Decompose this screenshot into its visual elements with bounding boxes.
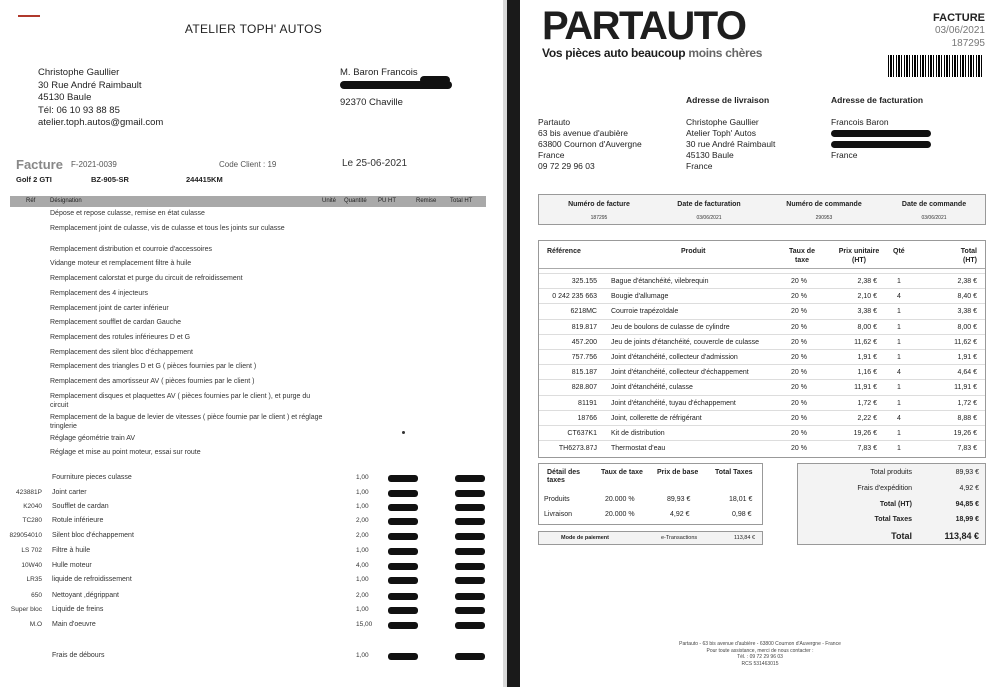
items-table-header (10, 196, 486, 207)
sender-phone: Tél: 06 10 93 88 85 (38, 104, 120, 116)
line-unit-price: 1,72 € (857, 399, 877, 407)
line-item-row (539, 395, 985, 411)
redaction (455, 622, 485, 629)
payment-amount: 113,84 € (734, 535, 756, 541)
grand-total-row: Total 113,84 € (891, 531, 979, 541)
col-unite: Unité (322, 198, 337, 204)
line-tax: 20 % (791, 445, 807, 453)
redaction (388, 504, 418, 511)
line-unit-price: 19,26 € (853, 430, 877, 437)
barcode (888, 55, 984, 77)
line-items-table (538, 240, 986, 458)
part-ref: LR35 (26, 576, 42, 583)
service-item: Remplacement des amortisseur AV ( pièces fournies par le client ) (50, 378, 255, 385)
part-qty: 2,00 (356, 532, 369, 539)
redaction (388, 593, 418, 600)
part-qty: 1,00 (356, 503, 369, 510)
sender-email: atelier.toph.autos@gmail.com (38, 117, 164, 128)
vat-row-rate: 20.000 % (605, 496, 635, 503)
line-item-row (539, 288, 985, 304)
invoice-date: 03/06/2021 (934, 25, 985, 36)
redaction (455, 577, 485, 584)
line-unit-price: 3,38 € (857, 308, 877, 316)
line-ref: 81191 (578, 399, 597, 407)
part-name: Silent bloc d'échappement (52, 532, 134, 539)
line-total: 8,00 € (957, 323, 977, 331)
line-tax: 20 % (791, 430, 807, 437)
line-qty: 1 (897, 338, 901, 346)
line-ref: 757.756 (571, 354, 597, 361)
line-unit-price: 11,62 € (854, 338, 877, 346)
vat-header-detail: Détail des taxes (547, 469, 581, 484)
red-mark (18, 15, 40, 17)
part-qty: 1,00 (356, 474, 369, 481)
line-tax: 20 % (791, 323, 807, 331)
col-ref: Réf (26, 198, 36, 204)
vat-row-total: 18,01 € (729, 496, 753, 503)
col-qty: Qté (893, 248, 905, 255)
line-item-row (539, 303, 985, 319)
billing-heading: Adresse de facturation (831, 95, 924, 105)
part-qty: 15,00 (356, 621, 373, 628)
shop-title: ATELIER TOPH' AUTOS (184, 22, 323, 36)
service-item: Remplacement de la bague de levier de vitesses ( pièce fournie par le client ) et réglage tringlerie (50, 413, 323, 430)
line-qty: 4 (897, 293, 901, 301)
line-product: Jeu de joints d'étanchéité, couvercle de culasse (611, 338, 760, 346)
line-qty: 1 (897, 323, 901, 331)
part-name: Fourniture pieces culasse (52, 474, 132, 481)
sender-street: 30 Rue André Raimbault (38, 79, 142, 91)
line-product: Kit de distribution (611, 430, 665, 437)
part-ref: 829054010 (9, 532, 42, 539)
billing-address (831, 117, 931, 161)
line-tax: 20 % (791, 414, 807, 422)
redaction (455, 653, 485, 660)
col-total: Total (HT) (960, 248, 977, 264)
line-item-row (539, 379, 985, 395)
line-total: 11,91 € (954, 384, 977, 392)
line-product: Jeu de boulons de culasse de cylindre (611, 323, 730, 331)
service-item: Remplacement distribution et courroie d'accessoires (50, 245, 213, 253)
partauto-invoice-page (520, 0, 1000, 687)
line-item-row (539, 410, 985, 426)
billing-country: France (831, 150, 858, 160)
line-total: 11,62 € (954, 338, 977, 346)
redaction (388, 490, 418, 497)
vat-row-base: 89,93 € (667, 496, 691, 503)
billing-street-redacted (831, 128, 931, 139)
sender-name: Christophe Gaullier (38, 67, 120, 78)
part-name: Hulle moteur (52, 562, 92, 569)
delivery-name: Christophe Gaullier (686, 117, 759, 127)
invoice-number: F-2021-0039 (71, 160, 117, 169)
page-footer (520, 641, 1000, 667)
car-mileage: 244415KM (186, 175, 223, 184)
line-unit-price: 7,83 € (857, 445, 877, 453)
service-item: Remplacement soufflet de cardan Gauche (50, 319, 182, 327)
seller-address (538, 117, 642, 172)
line-ref: 457.200 (571, 338, 597, 346)
service-item: Remplacement joint de culasse, vis de culasse et tous les joints sur culasse (50, 224, 285, 232)
billing-city-redacted (831, 139, 931, 150)
line-total: 8,40 € (957, 293, 977, 301)
seller-name: Partauto (538, 117, 571, 127)
part-ref: M.O (29, 621, 42, 628)
service-item: Réglage géométrie train AV (50, 434, 136, 442)
part-name: Main d'oeuvre (52, 621, 96, 628)
service-item: Remplacement des rotules inférieures D et G (50, 333, 191, 341)
line-ref: 819.817 (571, 323, 597, 331)
redaction (455, 490, 485, 497)
part-ref: LS 702 (21, 547, 42, 554)
part-qty: 2,00 (356, 517, 369, 524)
line-product: Joint d'étanchéité, culasse (611, 384, 693, 392)
col-total-ht: Total HT (450, 198, 473, 204)
part-name: Nettoyant ,dégrippant (52, 592, 119, 599)
part-name: Joint carter (52, 489, 87, 496)
part-name: liquide de refroidissement (52, 576, 132, 583)
line-unit-price: 1,16 € (857, 369, 877, 377)
delivery-street: 30 rue André Raimbault (686, 139, 776, 149)
car-model: Golf 2 GTI (16, 175, 52, 184)
line-product: Joint d'étanchéité, collecteur d'échappement (611, 369, 749, 377)
vehicle-row (16, 175, 496, 187)
payment-method: e-Transactions (661, 535, 698, 541)
vat-row-rate: 20.000 % (605, 511, 635, 518)
line-qty: 1 (897, 384, 901, 392)
line-qty: 1 (897, 399, 901, 407)
recipient-name: M. Baron Francois (340, 67, 418, 78)
line-item-row (539, 425, 985, 441)
redaction (455, 563, 485, 570)
redaction (388, 518, 418, 525)
line-product: Joint d'étanchéité, tuyau d'échappement (611, 399, 736, 407)
seller-country: France (538, 150, 565, 160)
vat-header-base: Prix de base (657, 469, 699, 476)
part-ref: TC280 (22, 517, 42, 524)
invoice-date: Le 25-06-2021 (342, 158, 408, 169)
delivery-heading: Adresse de livraison (686, 95, 770, 105)
total-row: Total Taxes 18,99 € (874, 516, 979, 523)
redaction (455, 504, 485, 511)
service-item: Remplacement des 4 injecteurs (50, 289, 149, 297)
footer-line: RCS 531463015 (741, 660, 779, 667)
part-ref: 10W40 (21, 562, 42, 569)
info-header-order-number: Numéro de commande (786, 201, 862, 208)
line-product: Joint d'étanchéité, collecteur d'admission (611, 354, 738, 361)
line-ref: 18766 (577, 414, 597, 422)
redaction (388, 533, 418, 540)
col-pu-ht: PU HT (378, 198, 396, 204)
seller-street: 63 bis avenue d'aubière (538, 128, 628, 138)
line-tax: 20 % (791, 338, 807, 346)
line-qty: 4 (897, 369, 901, 377)
recipient-city: 92370 Chaville (340, 97, 403, 108)
footer-line: Pour toute assistance, merci de nous contacter : (706, 647, 814, 654)
redaction (455, 548, 485, 555)
line-total: 4,64 € (957, 369, 977, 377)
info-header-order-date: Date de commande (901, 201, 967, 208)
line-item-row (539, 319, 985, 335)
redaction (388, 475, 418, 482)
line-qty: 1 (897, 308, 901, 316)
total-row: Frais d'expédition 4,92 € (857, 485, 979, 492)
part-qty: 1,00 (356, 576, 369, 583)
line-ref: 0 242 235 663 (552, 293, 597, 301)
redaction (388, 607, 418, 614)
payment-box (538, 531, 763, 545)
page-edge (503, 0, 507, 687)
line-tax: 20 % (791, 384, 807, 392)
part-ref: Super bloc (10, 606, 42, 613)
redaction (455, 593, 485, 600)
part-qty: 2,00 (356, 592, 369, 599)
redaction (455, 533, 485, 540)
line-ref: 815.187 (571, 369, 597, 377)
line-product: Bougie d'allumage (611, 293, 669, 301)
sender-city: 45130 Baule (38, 92, 92, 103)
line-total: 1,91 € (957, 354, 977, 361)
seller-city: 63800 Cournon d'Auvergne (538, 139, 642, 149)
line-unit-price: 1,91 € (857, 354, 877, 361)
invoice-id: 187295 (951, 38, 985, 49)
line-total: 1,72 € (957, 399, 977, 407)
part-name: Frais de débours (52, 652, 105, 659)
line-qty: 1 (897, 278, 901, 285)
invoice-info-box (538, 194, 986, 225)
redaction (831, 141, 931, 148)
header-divider (539, 268, 985, 269)
part-name: Rotule inférieure (52, 517, 104, 524)
client-code: Code Client : 19 (219, 160, 277, 169)
redaction (388, 563, 418, 570)
col-reference: Référence (547, 248, 581, 255)
seller-phone: 09 72 29 96 03 (538, 161, 595, 171)
vat-header-rate: Taux de taxe (601, 469, 643, 476)
line-ref: 325.155 (571, 278, 597, 285)
info-invoice-date: 03/06/2021 (696, 215, 722, 221)
line-total: 3,38 € (957, 308, 977, 316)
total-row: Total produits 89,93 € (870, 469, 979, 476)
part-qty: 1,00 (356, 606, 369, 613)
part-qty: 4,00 (356, 562, 369, 569)
col-quantite: Quantité (344, 198, 367, 204)
line-total: 19,26 € (953, 430, 977, 437)
line-ref: TH6273.87J (558, 445, 597, 453)
part-name: Soufflet de cardan (52, 503, 109, 510)
delivery-address (686, 117, 775, 172)
part-name: Filtre à huile (52, 547, 91, 554)
part-qty: 1,00 (356, 489, 369, 496)
line-unit-price: 2,22 € (857, 414, 877, 422)
invoice-id-block (933, 12, 985, 50)
vat-row-label: Produits (544, 496, 570, 503)
line-item-row (539, 364, 985, 380)
line-total: 2,38 € (957, 278, 977, 285)
service-item: Remplacement joint de carter inférieur (50, 304, 169, 312)
footer-line: Tél. : 09 72 29 96 03 (737, 654, 783, 660)
line-ref: 828.807 (571, 384, 597, 392)
vat-row-total: 0,98 € (732, 511, 752, 518)
service-item: Dépose et repose culasse, remise en état culasse (50, 210, 205, 217)
line-qty: 4 (897, 414, 901, 422)
redaction (831, 130, 931, 137)
line-unit-price: 11,91 € (854, 384, 877, 392)
part-name: Liquide de freins (52, 606, 104, 613)
partauto-logo: PARTAUTO (542, 4, 746, 48)
part-ref: 650 (31, 592, 42, 599)
line-unit-price: 2,10 € (857, 293, 877, 301)
line-unit-price: 2,38 € (857, 278, 877, 285)
vat-detail-box (538, 463, 763, 525)
sender-address (38, 67, 163, 130)
line-qty: 1 (897, 445, 901, 453)
col-remise: Remise (416, 198, 437, 204)
total-row: Total (HT) 94,85 € (879, 501, 979, 508)
line-product: Thermostat d'eau (611, 445, 666, 453)
billing-name: Francois Baron (831, 117, 889, 127)
col-product: Produit (681, 248, 706, 255)
part-ref: K2040 (23, 503, 42, 510)
info-order-date: 03/06/2021 (921, 215, 947, 221)
redaction (388, 653, 418, 660)
vat-row-label: Livraison (544, 511, 573, 518)
line-tax: 20 % (791, 278, 807, 285)
invoice-label: Facture (16, 157, 63, 172)
footer-line: Partauto - 63 bis avenue d'aubière - 63800 Cournon d'Auvergne - France (679, 641, 841, 647)
vat-header-total: Total Taxes (715, 469, 753, 476)
vat-row-base: 4,92 € (670, 511, 690, 518)
line-unit-price: 8,00 € (857, 323, 877, 331)
line-qty: 1 (897, 430, 901, 437)
info-order-number: 290953 (815, 215, 833, 221)
car-plate: BZ-905-SR (91, 175, 129, 184)
redaction (455, 607, 485, 614)
line-product: Joint, collerette de réfrigérant (611, 414, 702, 422)
service-item: Remplacement disques et plaquettes AV ( pièces fournies par le client ), et purge du circuit (50, 392, 311, 409)
delivery-city: 45130 Baule (686, 150, 734, 160)
line-tax: 20 % (791, 369, 807, 377)
part-ref: 423881P (15, 489, 42, 496)
line-item-row (539, 440, 985, 456)
col-unit-price: Prix unitaire (HT) (838, 248, 880, 264)
recipient-address (340, 67, 452, 110)
line-tax: 20 % (791, 308, 807, 316)
invoice-header-row (16, 157, 496, 173)
line-item-row (539, 273, 985, 289)
line-tax: 20 % (791, 354, 807, 361)
line-item-row (539, 349, 985, 365)
invoice-title: FACTURE (933, 12, 985, 24)
redaction (388, 548, 418, 555)
service-item: Remplacement calorstat et purge du circuit de refroidissement (50, 275, 243, 283)
service-item: Remplacement des triangles D et G ( pièces fournies par le client ) (50, 363, 257, 371)
line-qty: 1 (897, 354, 901, 361)
redaction (388, 577, 418, 584)
line-product: Courroie trapézoïdale (611, 308, 679, 316)
line-ref: 6218MC (570, 308, 597, 316)
part-qty: 1,00 (356, 652, 369, 659)
delivery-country: France (686, 161, 713, 171)
info-header-invoice-number: Numéro de facture (568, 201, 630, 208)
totals-box (797, 463, 986, 545)
logo-tagline: Vos pièces auto beaucoup moins chères (542, 46, 763, 60)
line-product: Bague d'étanchéité, vilebrequin (611, 278, 709, 285)
col-designation: Désignation (50, 198, 82, 204)
service-item: Réglage et mise au point moteur, essai sur route (50, 449, 201, 457)
redaction (455, 475, 485, 482)
redaction (455, 518, 485, 525)
line-ref: CT637K1 (567, 430, 597, 437)
col-tax-rate: Taux de taxe (789, 248, 815, 264)
part-qty: 1,00 (356, 547, 369, 554)
redaction (420, 76, 450, 84)
payment-label: Mode de paiement (561, 535, 609, 541)
service-item: Vidange moteur et remplacement filtre à huile (50, 260, 192, 268)
line-tax: 20 % (791, 293, 807, 301)
info-header-invoice-date: Date de facturation (677, 201, 741, 208)
stray-dot (402, 431, 405, 434)
line-total: 8,88 € (957, 414, 977, 422)
line-tax: 20 % (791, 399, 807, 407)
service-item: Remplacement des silent bloc d'échappement (50, 348, 193, 356)
redaction (388, 622, 418, 629)
info-invoice-number: 187295 (590, 215, 608, 221)
delivery-company: Atelier Toph' Autos (686, 128, 756, 138)
line-item-row (539, 334, 985, 350)
line-total: 7,83 € (957, 445, 977, 453)
